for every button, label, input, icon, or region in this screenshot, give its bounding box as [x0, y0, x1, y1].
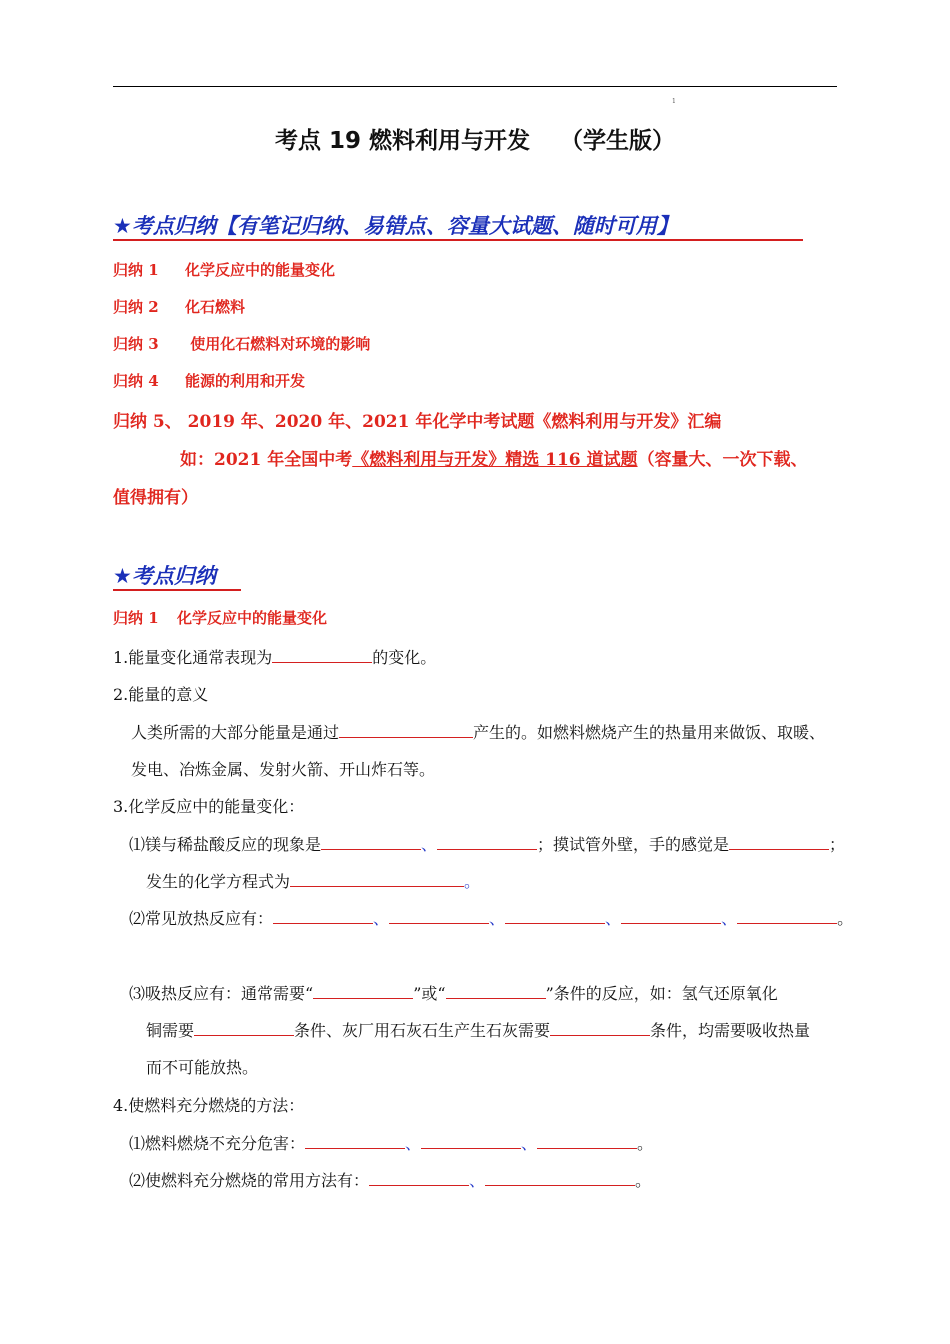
answer-blank[interactable]: [550, 1019, 650, 1036]
answer-blank[interactable]: [369, 1169, 469, 1186]
toc-label: 归纳 3: [113, 335, 159, 353]
separator: 、: [521, 1134, 538, 1153]
q2-text: 人类所需的大部分能量是通过: [131, 723, 340, 742]
banner-underline: [113, 239, 803, 241]
separator: 、: [605, 909, 622, 928]
question-3: 3.化学反应中的能量变化：: [113, 797, 305, 816]
period: 。: [635, 1171, 652, 1190]
star-icon: ★: [113, 564, 132, 588]
separator: 、: [373, 909, 390, 928]
toc-text: 能源的利用和开发: [185, 372, 306, 390]
q3-2-text: ⑵常见放热反应有：: [129, 909, 274, 928]
q4-2-text: ⑵使燃料充分燃烧的常用方法有：: [129, 1171, 370, 1190]
q3-3-text: ⑶吸热反应有：通常需要“: [129, 984, 314, 1003]
answer-blank[interactable]: [737, 907, 837, 924]
question-3-1: [129, 832, 845, 855]
question-2: 2.能量的意义: [113, 685, 209, 704]
promo-line3: 值得拥有）: [113, 488, 198, 508]
question-1: [113, 645, 436, 668]
section-label: 归纳 1: [113, 609, 159, 627]
answer-blank[interactable]: [313, 982, 413, 999]
question-3-1-equation: [146, 869, 480, 892]
toc-label: 归纳 1: [113, 261, 159, 279]
question-4-1: [129, 1131, 653, 1154]
q3-1-tail: ；: [829, 835, 846, 854]
star-icon: ★: [113, 214, 132, 238]
separator: 、: [421, 835, 438, 854]
question-3-3-line3: 而不可能放热。: [146, 1058, 259, 1077]
answer-blank[interactable]: [339, 721, 473, 738]
download-promo: [180, 445, 808, 470]
header-mark: 1: [672, 98, 676, 105]
header-rule: [113, 86, 837, 87]
q1-tail: 的变化。: [372, 648, 437, 667]
section-heading: [113, 607, 327, 628]
toc-item-1[interactable]: [113, 259, 335, 280]
toc-text: 化学反应中的能量变化: [185, 261, 336, 279]
answer-blank[interactable]: [290, 870, 464, 887]
period: 。: [464, 872, 481, 891]
question-4-2: [129, 1168, 651, 1191]
toc-item-3[interactable]: [113, 333, 370, 354]
title-suffix: （学生版）: [560, 128, 676, 154]
period: 。: [637, 1134, 654, 1153]
q3-3-e: 条件、灰厂用石灰石生产生石灰需要: [294, 1021, 551, 1040]
question-3-2: [129, 906, 853, 929]
section-banner: [113, 560, 216, 590]
separator: 、: [721, 909, 738, 928]
question-4: 4.使燃料充分燃烧的方法：: [113, 1096, 305, 1115]
answer-blank[interactable]: [437, 833, 537, 850]
summary-banner: [113, 210, 678, 240]
period: 。: [837, 909, 854, 928]
promo-suffix: （容量大、一次下载、: [637, 450, 808, 470]
q3-1-eq-text: 发生的化学方程式为: [146, 872, 291, 891]
banner-underline: [113, 589, 241, 591]
toc-text: 使用化石燃料对环境的影响: [185, 335, 371, 353]
q1-number: 1.: [113, 648, 129, 667]
question-2-body-2: 发电、冶炼金属、发射火箭、开山炸石等。: [131, 760, 436, 779]
page-title: [0, 122, 950, 155]
answer-blank[interactable]: [729, 833, 829, 850]
promo-prefix: 如：2021 年全国中考: [180, 450, 353, 470]
q3-1-text: ⑴镁与稀盐酸反应的现象是: [129, 835, 322, 854]
answer-blank[interactable]: [537, 1132, 637, 1149]
answer-blank[interactable]: [321, 833, 421, 850]
toc-label: 归纳 4: [113, 372, 159, 390]
q3-3-tail: ”条件的反应，如：氢气还原氧化: [545, 984, 778, 1003]
q3-3-or: ”或“: [413, 984, 446, 1003]
toc-text: 化石燃料: [185, 298, 246, 316]
question-3-3-line2: [146, 1018, 810, 1041]
q2-tail: 产生的。如燃料燃烧产生的热量用来做饭、取暖、: [473, 723, 826, 742]
section-title: 化学反应中的能量变化: [177, 609, 328, 627]
toc-item-2[interactable]: [113, 296, 245, 317]
answer-blank[interactable]: [194, 1019, 294, 1036]
separator: 、: [489, 909, 506, 928]
q3-3-f: 条件，均需要吸收热量: [650, 1021, 811, 1040]
answer-blank[interactable]: [272, 646, 372, 663]
summary-banner-text: 考点归纳【有笔记归纳、易错点、容量大试题、随时可用】: [131, 214, 678, 238]
answer-blank[interactable]: [446, 982, 546, 999]
q3-3-d: 铜需要: [146, 1021, 195, 1040]
title-main: 考点 19 燃料利用与开发: [274, 128, 531, 154]
answer-blank[interactable]: [305, 1132, 405, 1149]
answer-blank[interactable]: [389, 907, 489, 924]
answer-blank[interactable]: [273, 907, 373, 924]
answer-blank[interactable]: [621, 907, 721, 924]
question-3-3: [129, 981, 778, 1004]
answer-blank[interactable]: [421, 1132, 521, 1149]
q3-1-mid: ；摸试管外壁，手的感觉是: [537, 835, 730, 854]
answer-blank[interactable]: [485, 1169, 635, 1186]
toc-item-5[interactable]: 归纳 5、 2019 年、2020 年、2021 年化学中考试题《燃料利用与开发》汇编: [113, 412, 722, 432]
separator: 、: [469, 1171, 486, 1190]
promo-link[interactable]: 《燃料利用与开发》精选 116 道试题: [352, 450, 638, 470]
toc-item-4[interactable]: [113, 370, 305, 391]
answer-blank[interactable]: [505, 907, 605, 924]
toc-label: 归纳 2: [113, 298, 159, 316]
question-2-body: [131, 720, 825, 743]
q1-text: 能量变化通常表现为: [128, 648, 273, 667]
separator: 、: [405, 1134, 422, 1153]
section-banner-text: 考点归纳: [131, 564, 216, 588]
q4-1-text: ⑴燃料燃烧不充分危害：: [129, 1134, 306, 1153]
